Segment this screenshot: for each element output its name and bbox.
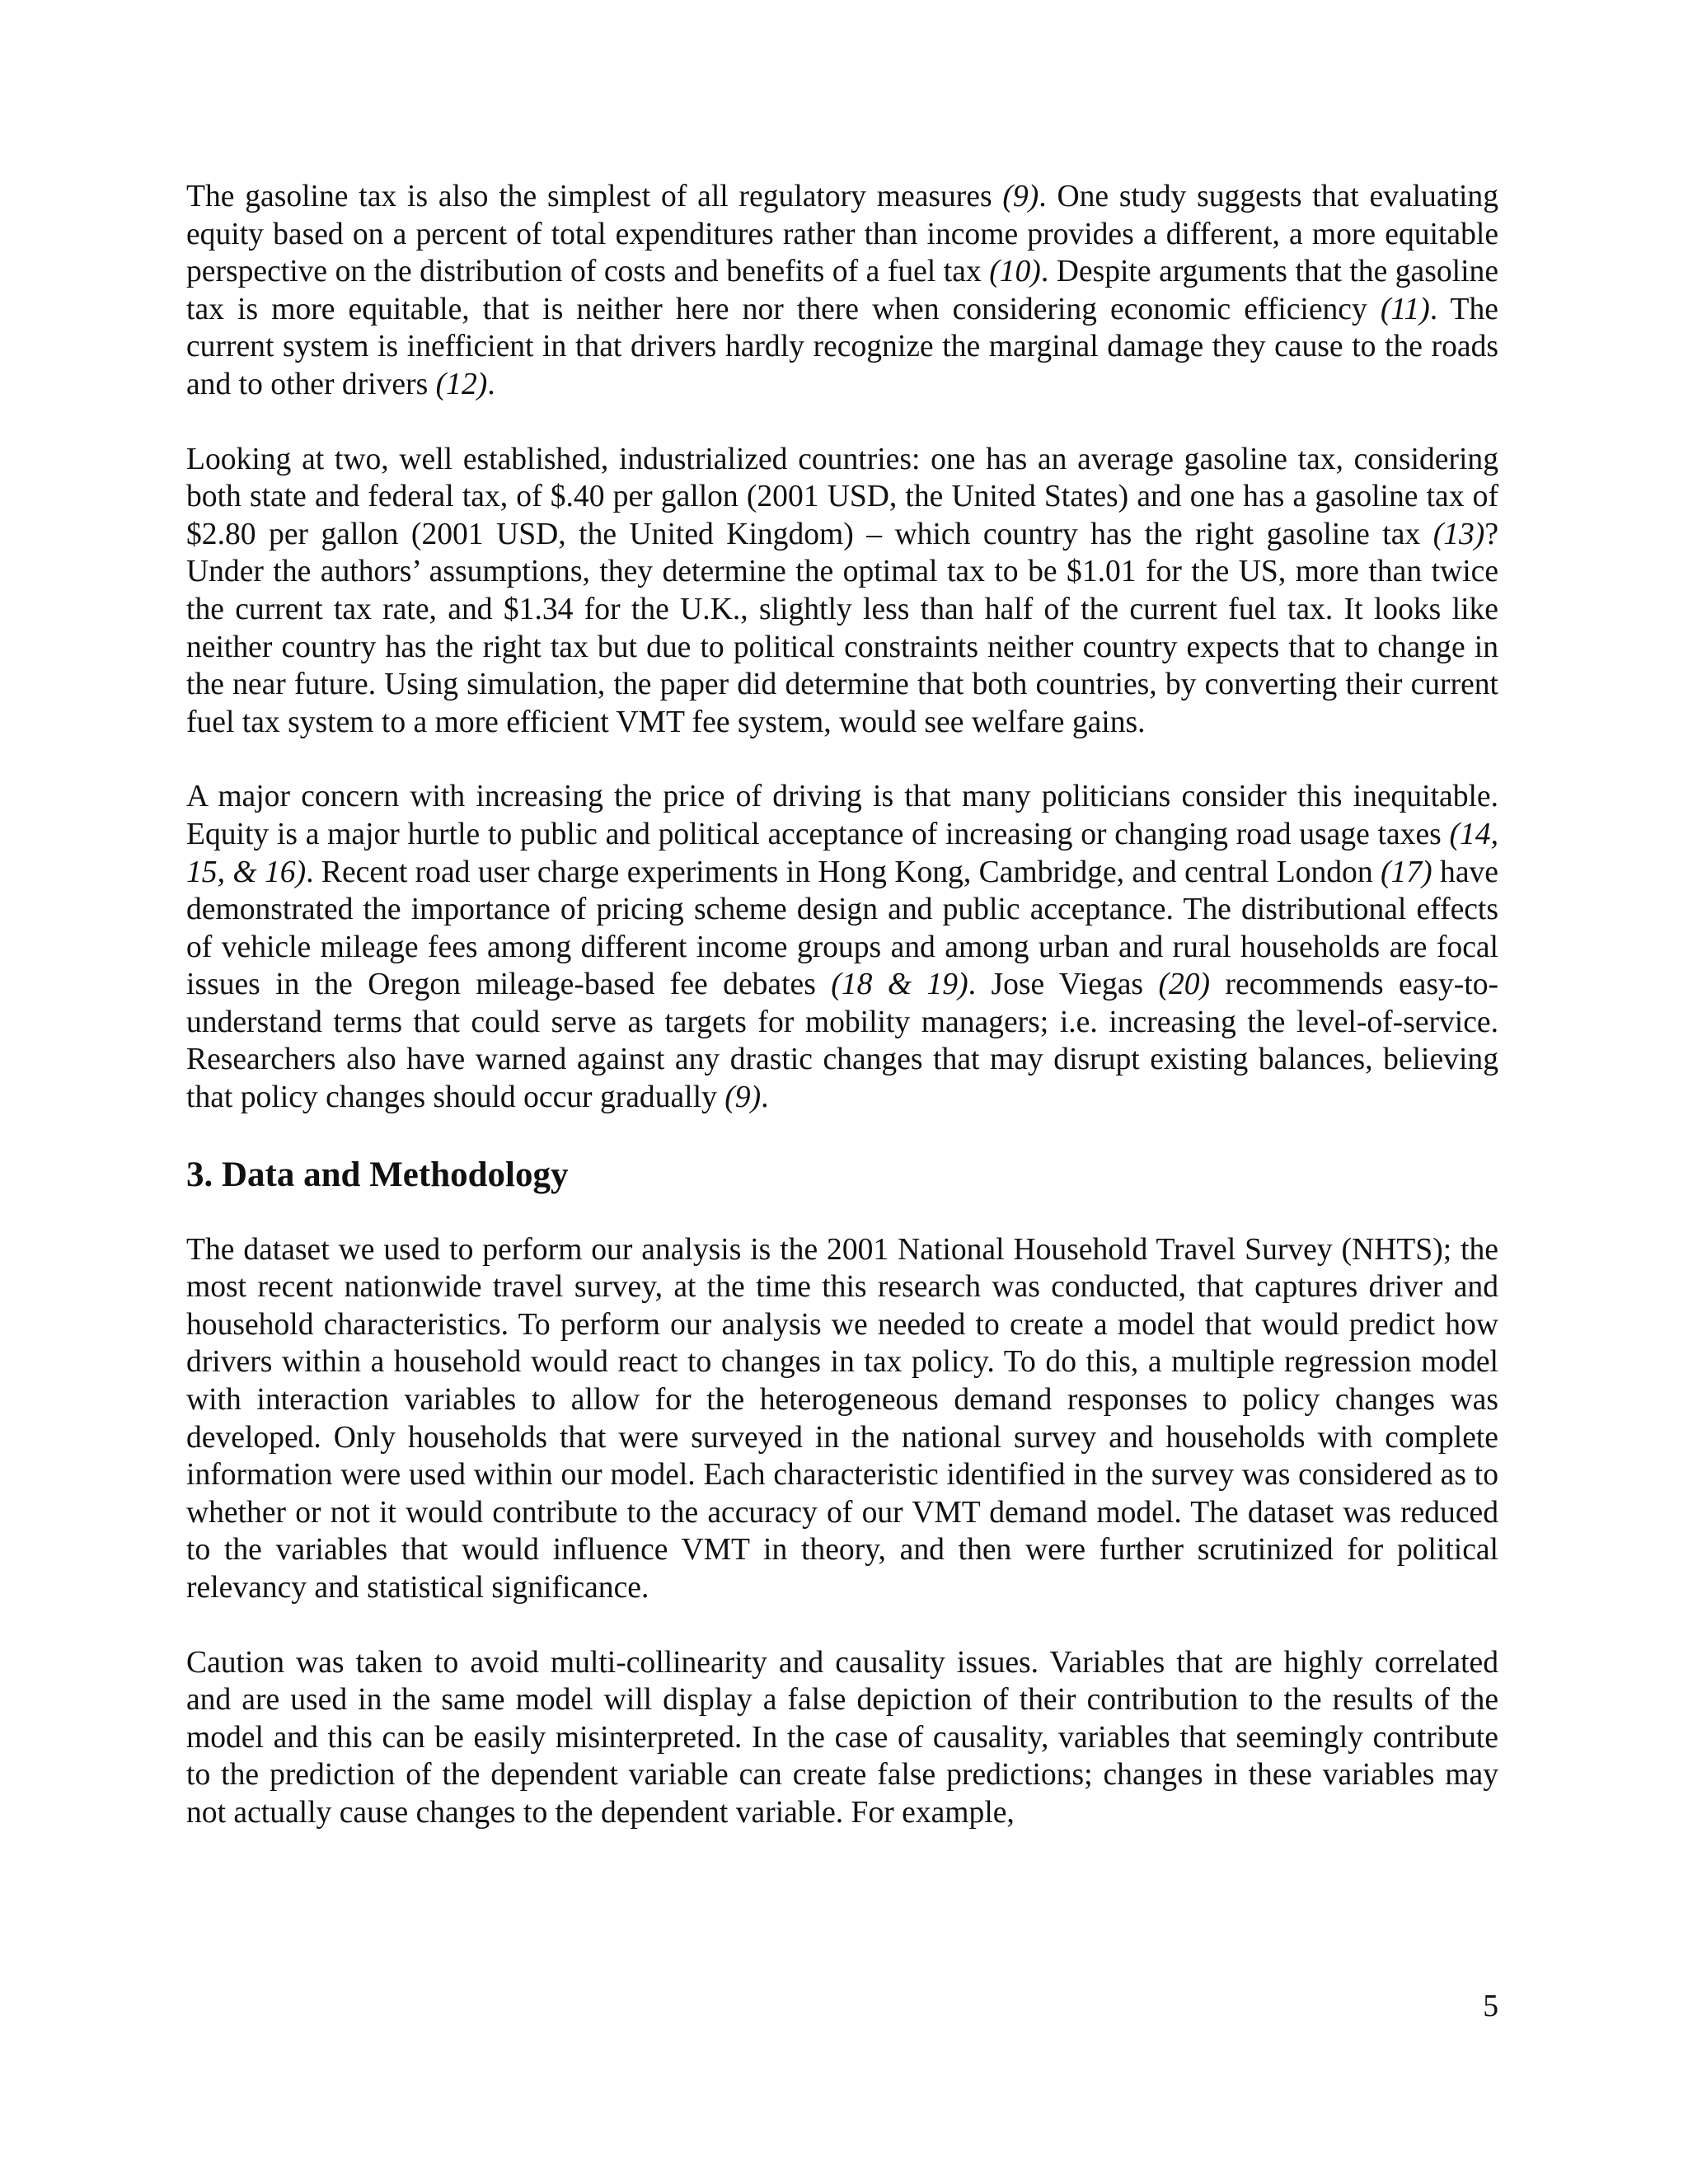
citation-reference: (20) (1158, 968, 1211, 1002)
citation-reference: (14, 15, & 16) (186, 817, 1498, 889)
paragraph-text: The dataset we used to perform our analysis is the 2001 National Household Travel Survey (NHTS); the most recent nationwide travel survey, at the time this research was conducted, that captures driver and household characteristics. To perform our analysis we needed to create a model that would predict how drivers within a household would react to changes in tax policy. To do this, a multiple regression model with interaction variables to allow for the heterogeneous demand responses to policy changes was developed. Only households that were surveyed in the national survey and households with complete information were used within our model. Each characteristic identified in the survey was considered as to whether or not it would contribute to the accuracy of our VMT demand model. The dataset was reduced to the variables that would influence VMT in theory, and then were further scrutinized for political relevancy and statistical significance. (186, 1232, 1498, 1605)
paragraph-text: . Jose Viegas (968, 968, 1159, 1002)
methodology-section (186, 1231, 1498, 1832)
page-number: 5 (1483, 1990, 1498, 2023)
paragraph-text: A major concern with increasing the price of driving is that many politicians consider this inequitable. Equity is a major hurtle to public and political acceptance of increasing or changing road usage taxes (186, 780, 1498, 851)
paragraph-text: The gasoline tax is also the simplest of all regulatory measures (186, 180, 1003, 213)
paragraph-text: Looking at two, well established, industrialized countries: one has an average gasoline tax, considering both state and federal tax, of $.40 per gallon (2001 USD, the United States) and one has a gasoline tax of $2.80 per gallon (2001 USD, the United Kingdom) – which country has the right gasoline tax (186, 442, 1498, 551)
paragraph-text: . The current system is inefficient in that drivers hardly recognize the marginal damage they cause to the roads and to other drivers (186, 292, 1498, 401)
paragraph-text: have demonstrated the importance of pricing scheme design and public acceptance. The distributional effects of vehicle mileage fees among different income groups and among urban and rural households are focal issues in the Oregon mileage-based fee debates (186, 855, 1498, 1002)
paragraph-text: . (487, 367, 495, 401)
paragraph-text: Caution was taken to avoid multi-collinearity and causality issues. Variables that are highly correlated and are used in the same model will display a false depiction of their contribution to the results of the model and this can be easily misinterpreted. In the case of causality, variables that seemingly contribute to the prediction of the dependent variable can create false predictions; changes in these variables may not actually cause changes to the dependent variable. For example, (186, 1645, 1498, 1830)
paragraph-text: . Recent road user charge experiments in Hong Kong, Cambridge, and central London (306, 855, 1381, 889)
paragraph-text: recommends easy-to-understand terms that could serve as targets for mobility managers; i.e. increasing the level-of-service. Researchers also have warned against any drastic changes that may disrupt existing balances, believing that policy changes should occur gradually (186, 968, 1498, 1115)
body-paragraph (186, 178, 1498, 404)
citation-reference: (10) (989, 255, 1041, 289)
citation-reference: (13) (1432, 517, 1485, 551)
section-heading: 3. Data and Methodology (186, 1155, 569, 1194)
body-paragraph (186, 778, 1498, 1116)
citation-reference: (18 & 19) (831, 968, 968, 1002)
document-page (186, 178, 1498, 1869)
body-paragraph (186, 441, 1498, 742)
paragraph-text: . (761, 1080, 769, 1115)
paragraph-text: . Despite arguments that the gasoline tax is more equitable, that is neither here nor there when considering economic efficiency (186, 255, 1499, 326)
citation-reference: (12) (435, 367, 488, 401)
paragraph-text: . One study suggests that evaluating equity based on a percent of total expenditures rather than income provides a different, a more equitable perspective on the distribution of costs and benefits of a fuel tax (186, 180, 1498, 289)
citation-reference: (17) (1381, 855, 1432, 889)
citation-reference: (9) (1002, 180, 1039, 213)
paragraph-text: ? Under the authors’ assumptions, they determine the optimal tax to be $1.01 for the US, more than twice the current tax rate, and $1.34 for the U.K., slightly less than half of the current fuel tax. It looks like neither country has the right tax but due to political constraints neither country expects that to change in the near future. Using simulation, the paper did determine that both countries, by converting their current fuel tax system to a more efficient VMT fee system, would see welfare gains. (186, 517, 1498, 739)
body-paragraph (186, 1644, 1498, 1832)
intro-section (186, 178, 1498, 1117)
body-paragraph (186, 1231, 1498, 1607)
citation-reference: (9) (724, 1080, 762, 1115)
citation-reference: (11) (1380, 292, 1430, 326)
